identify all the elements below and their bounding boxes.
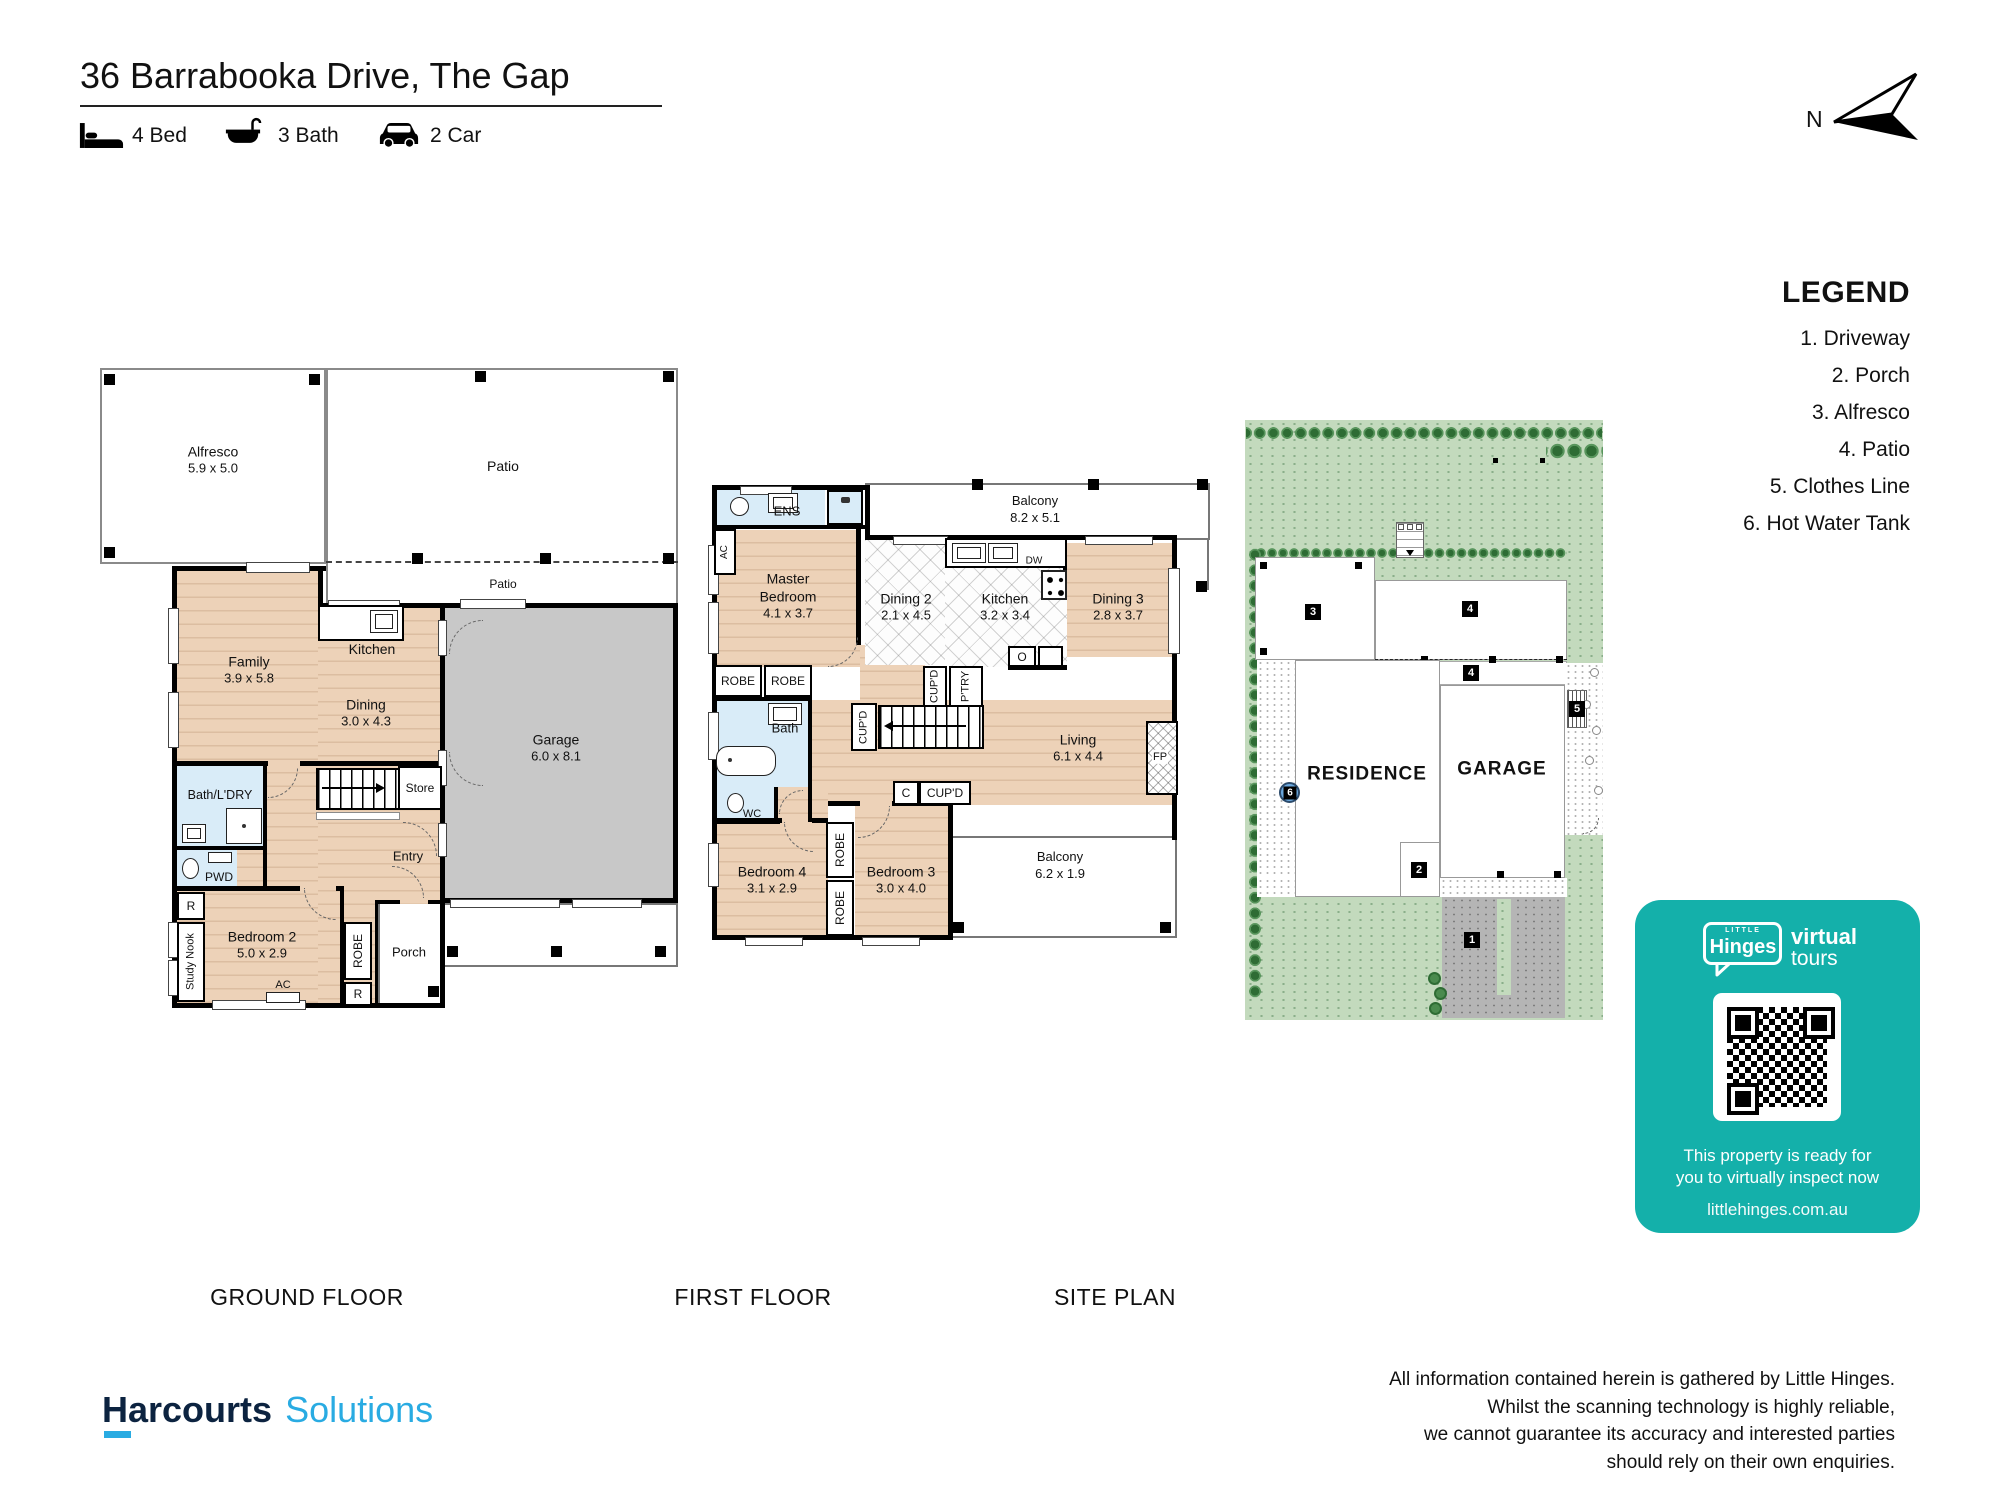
step-block [1416,524,1422,530]
post [447,946,458,957]
room-dims: 2.8 x 3.7 [1093,607,1143,623]
room-name: Bedroom 4 [737,863,807,880]
wall [948,801,953,940]
stair-arrow [322,787,376,789]
legend-item: 5. Clothes Line [1769,475,1910,498]
lawn-dot [1493,458,1498,463]
oven-label: O [1017,649,1027,664]
wall [318,566,323,608]
post [1355,562,1362,569]
room-name: Master Bedroom [759,570,817,605]
ptry-label: P'TRY [959,670,972,703]
window [1085,536,1153,545]
toilet-icon [182,858,199,879]
bed-count: 4 Bed [132,124,187,147]
window [708,843,719,887]
step-block [1407,524,1413,530]
door-gap [438,823,447,857]
room-dims: 6.2 x 1.9 [1035,866,1085,881]
virtual-tour-card [1635,900,1920,1233]
stove-icon [1041,570,1067,600]
oven-box [1008,646,1036,667]
cupboard-box [851,703,877,751]
room-dims: 3.0 x 4.3 [341,713,391,729]
window [708,602,719,654]
legend-item: 2. Porch [1831,364,1910,387]
robe-box [826,880,854,936]
logo-little-text: LITTLE [1725,927,1761,934]
wall [856,525,861,645]
wall [828,801,860,806]
kitchen-sink-icon [952,543,986,563]
window [460,599,526,609]
staircase [316,768,400,810]
robe-box [344,922,372,980]
promo-url: littlehinges.com.au [1707,1200,1848,1219]
room-name: Balcony [1036,849,1084,865]
site-patio-upper [1375,580,1567,660]
room-label-bath-ldry: Bath/L'DRY [187,787,253,802]
site-residence-label: RESIDENCE [1307,763,1427,785]
room-dims: 3.1 x 2.9 [747,880,797,896]
qr-finder [1803,1007,1835,1039]
robe-box [714,665,762,697]
room-label-bedroom4 [738,862,806,897]
driveway-grass-strip [1497,899,1511,995]
room-label-dining2 [880,589,931,624]
patio-area [326,368,678,608]
room-label-entry: Entry [392,848,424,864]
room-name: Dining 2 [880,590,932,607]
closet-box [893,781,919,805]
post [1088,479,1099,490]
marker-hot-water: 6 [1284,787,1297,800]
bath-icon [224,115,262,153]
room-label-bedroom3 [867,862,935,897]
promo-line1: This property is ready for [1683,1146,1872,1165]
path [1440,878,1567,897]
stepping-stone [1585,756,1594,765]
room-label-wc: WC [742,807,762,820]
room-label-master [745,569,831,622]
legend-item: 3. Alfresco [1811,401,1910,424]
post [428,986,439,997]
room-label-kitchen: Kitchen [348,640,396,657]
stair-arrowhead [884,721,893,731]
drain-icon [242,824,246,828]
toilet-icon [727,793,744,813]
room-name: Balcony [1011,493,1059,509]
qr-finder [1727,1083,1759,1115]
room-label-living [1053,730,1103,765]
post [540,553,551,564]
room-dims: 4.1 x 3.7 [763,605,813,621]
disclaimer [1389,1366,1895,1477]
room-label-alfresco [188,442,239,477]
room-name: Kitchen [981,590,1029,607]
room-dims: 3.9 x 5.8 [224,670,274,686]
robe-label: ROBE [833,833,847,868]
study-nook-box [177,922,205,1002]
room-label-porch: Porch [392,944,426,960]
post [972,479,983,490]
store-box [398,766,442,810]
room-label-bath: Bath [771,720,799,736]
room-name: Bedroom 2 [227,928,297,945]
room-dims: 6.1 x 4.4 [1053,748,1103,764]
marker-patio: 4 [1463,665,1479,681]
room-label-patio: Patio [487,457,519,474]
post [1196,581,1207,592]
post [309,374,320,385]
window [572,899,642,908]
recess-box [344,982,372,1006]
caption-site-plan: SITE PLAN [1053,1284,1177,1310]
robe-box [764,665,812,697]
post [1260,648,1267,655]
r-label: R [353,987,363,1001]
room-label-dining [341,695,391,730]
robe-label: ROBE [720,674,755,688]
bush [1428,972,1441,985]
step-block [1398,524,1404,530]
window [893,536,948,545]
post [663,553,674,564]
toilet-icon [730,497,749,516]
car-count: 2 Car [430,124,482,147]
room-name: Living [1059,731,1097,748]
cupboard-box [923,666,947,707]
room-dims: 6.0 x 8.1 [531,748,581,764]
room-name: Garage [532,731,580,748]
post [1556,656,1563,663]
room-dims: 3.2 x 3.4 [980,607,1030,623]
robe-label: ROBE [770,674,805,688]
room-dims: 5.9 x 5.0 [188,460,238,476]
stepping-stone [1590,668,1599,677]
north-arrow-icon [1832,70,1922,147]
kitchen-sink-icon [370,610,398,633]
window [246,562,310,573]
ac-unit [266,992,300,1003]
room-label-garage [531,730,581,765]
legend [1743,276,1910,542]
room-dims: 8.2 x 5.1 [1010,510,1060,525]
legend-item: 1. Driveway [1800,327,1910,350]
post [1554,871,1561,878]
path [1565,663,1603,835]
agency-brand: Harcourts [102,1389,273,1430]
room-label-balcony1 [1010,493,1060,527]
north-label: N [1806,106,1823,132]
post [663,371,674,382]
agency-logo [102,1389,433,1431]
room-label-patio2: Patio [489,577,517,592]
patio-dashed-line [326,561,678,563]
cupd-label: CUP'D [857,710,870,744]
stair-arrowhead [376,783,385,793]
marker-patio: 4 [1462,601,1478,617]
bath-count: 3 Bath [278,124,339,147]
store-label: Store [405,781,435,795]
logo-hinges-text: Hinges [1709,936,1777,958]
room-label-bedroom2 [228,927,296,962]
cabinet-icon [208,852,232,863]
window [450,899,560,908]
post [1497,871,1504,878]
qr-code [1713,993,1841,1121]
disclaimer-line: we cannot guarantee its accuracy and interested parties [1423,1424,1895,1446]
room-name: Family [228,653,270,670]
rear-deck-area [440,903,678,967]
window [168,692,179,748]
bush [1429,1002,1442,1015]
virtual-text: virtual [1791,924,1858,949]
agency-office: Solutions [285,1389,434,1430]
dw-label: DW [1025,555,1043,567]
marker-clothes-line: 5 [1569,701,1585,717]
wall [263,766,267,886]
marker-driveway: 1 [1464,932,1480,948]
room-name: Alfresco [187,443,239,460]
cabinet-box [1038,646,1063,667]
path [1257,660,1295,897]
post [1260,562,1267,569]
room-name: Dining 3 [1092,590,1144,607]
post [412,553,423,564]
caption-first-floor: FIRST FLOOR [674,1284,832,1310]
room-dims: 3.0 x 4.0 [876,880,926,896]
shower-box [827,490,863,525]
robe-box [826,822,854,878]
ac-box [714,529,736,575]
room-label-balcony2 [1035,849,1085,883]
cupboard-box [919,781,971,805]
wall [865,485,870,540]
robe-label: ROBE [351,934,365,969]
legend-item: 6. Hot Water Tank [1743,512,1910,535]
pantry-box [949,666,983,707]
ac-label: AC [719,545,730,559]
post [104,547,115,558]
post [551,946,562,957]
logo-underline [104,1431,131,1438]
page-title: 36 Barrabooka Drive, The Gap [80,55,570,96]
window [168,608,179,664]
legend-title: LEGEND [1781,276,1910,309]
marker-porch: 2 [1411,862,1427,878]
post [1197,479,1208,490]
post [1160,922,1171,933]
recess-box [177,892,205,920]
disclaimer-line: Whilst the scanning technology is highly reliable, [1487,1396,1895,1418]
kitchen-sink-icon [988,543,1018,563]
window [862,937,920,946]
caption-ground-floor: GROUND FLOOR [210,1284,404,1310]
lawn-dot [1540,458,1545,463]
room-dims: 5.0 x 2.9 [237,945,287,961]
cupd-label: CUP'D [926,786,964,800]
wall [172,886,300,891]
site-garage-label: GARAGE [1457,758,1547,780]
c-label: C [901,786,911,800]
qr-finder [1727,1007,1759,1039]
disclaimer-line: All information contained herein is gathered by Little Hinges. [1389,1369,1895,1390]
legend-item: 4. Patio [1838,438,1910,461]
room-name: Dining [346,696,386,713]
cupd-label: CUP'D [928,669,941,704]
window [745,937,803,946]
post [475,371,486,382]
tours-text: tours [1791,947,1838,970]
wall [808,697,812,822]
post [655,946,666,957]
window [1168,568,1180,654]
staircase [878,705,984,749]
post [104,374,115,385]
disclaimer-line: should rely on their own enquiries. [1606,1452,1895,1474]
room-dims: 2.1 x 4.5 [881,607,931,623]
bed-icon [78,121,124,155]
room-name: Bedroom 3 [866,863,936,880]
title-underline [80,105,662,107]
room-label-dining3 [1092,589,1143,624]
hedge-row [1422,547,1567,559]
room-label-kitchen1f [980,589,1030,624]
bush [1434,987,1447,1000]
stair-landing [316,812,400,820]
stepping-stone [1594,786,1603,795]
wall [712,697,812,701]
bathtub-icon [716,746,776,776]
drain-icon [728,758,732,762]
promo-line2: you to virtually inspect now [1675,1168,1880,1187]
sink-icon [182,824,206,843]
post [1489,656,1496,663]
step-arrow [1406,550,1414,556]
shower-head-icon [841,497,850,503]
room-label-family [224,652,274,687]
study-nook-label: Study Nook [184,933,197,991]
car-icon [378,119,420,153]
label-ac: AC [275,978,291,991]
door-gap [438,620,447,656]
room-label-pwd: PWD [205,870,233,885]
stair-arrow [892,725,966,727]
post [953,922,964,933]
robe-label: ROBE [833,891,847,926]
r-label: R [186,899,196,913]
fp-label: FP [1152,750,1168,763]
stepping-stone [1592,726,1601,735]
room-label-ens: ENS [773,503,801,519]
marker-alfresco: 3 [1305,604,1321,620]
tree-cluster [1546,440,1603,462]
